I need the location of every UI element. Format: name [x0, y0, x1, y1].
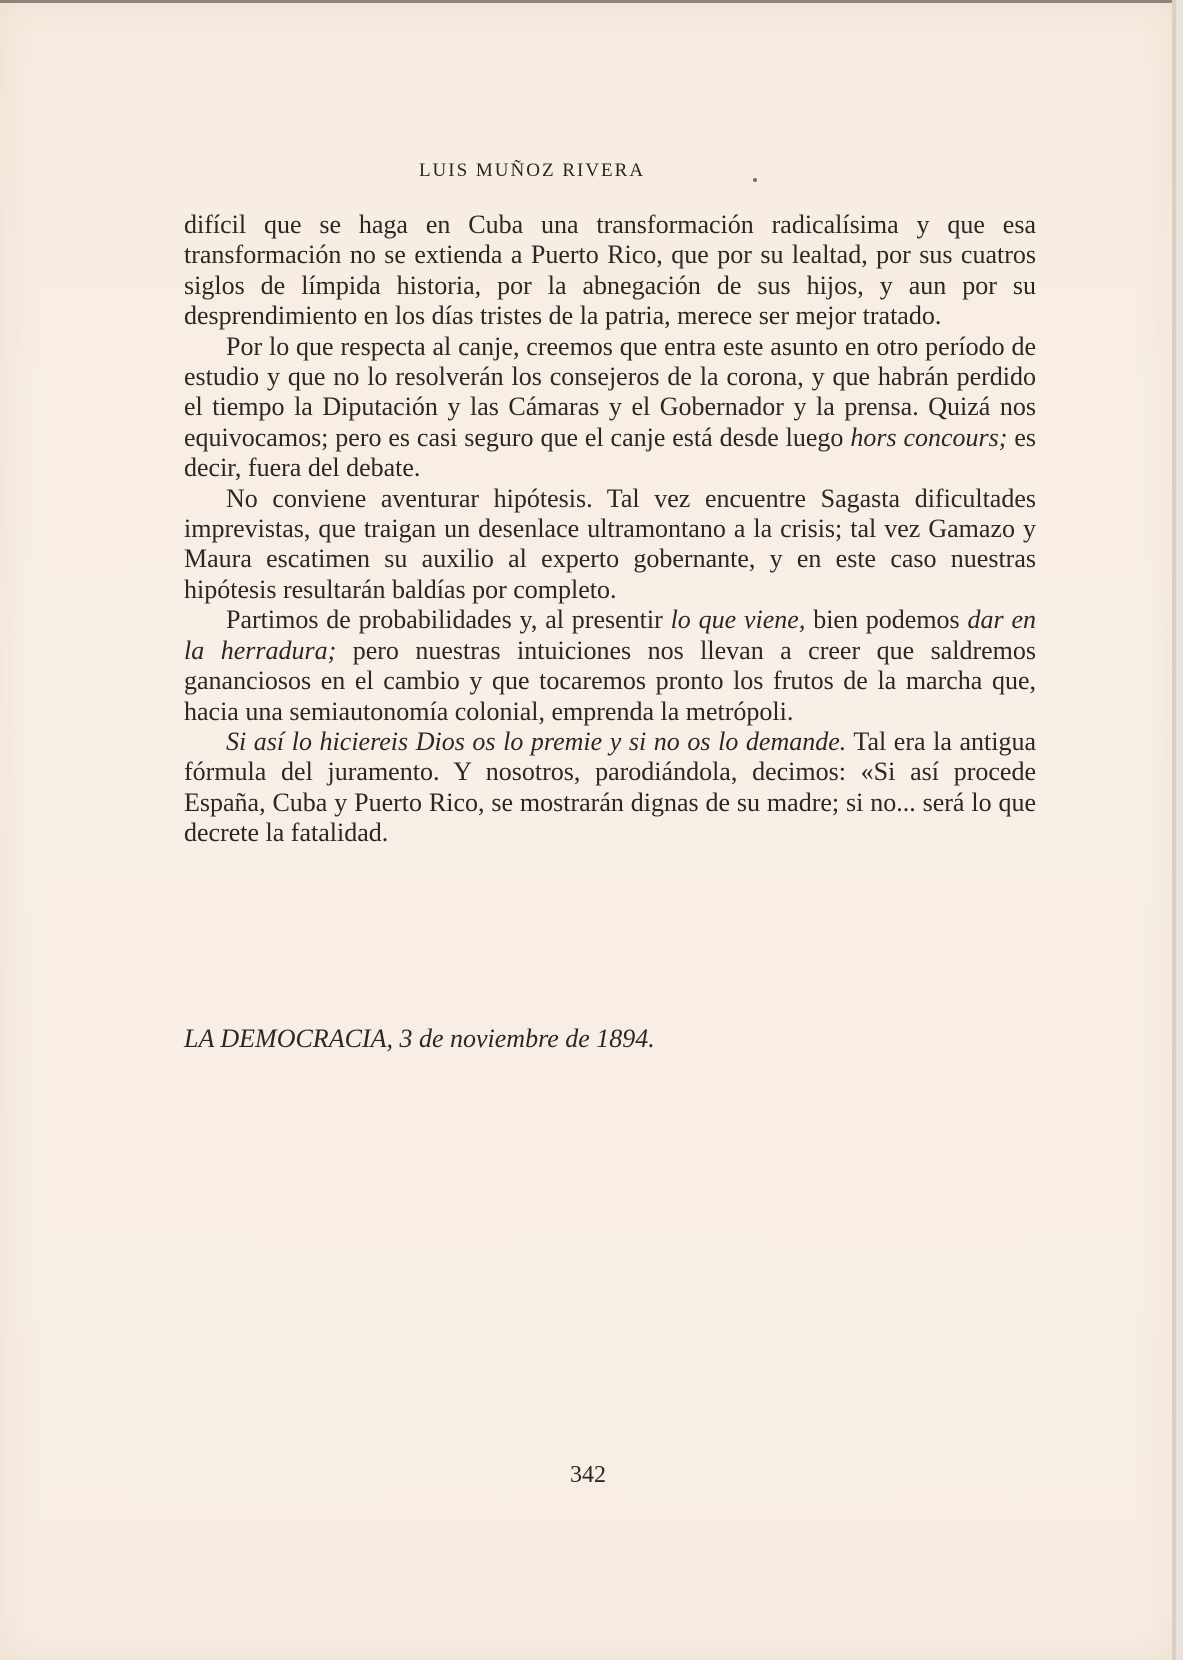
- italic-text: Si así lo hiciereis Dios os lo premie y si no os lo demande.: [226, 726, 847, 756]
- text-run: pero nuestras intuiciones nos llevan a creer que saldremos gananciosos en el cambio y que tocaremos pronto los frutos de la marcha que, hacia una semiautonomía colonial, emprenda la metrópoli.: [184, 635, 1036, 726]
- italic-text: hors concours;: [850, 422, 1008, 452]
- text-run: es decir, fuera del debate.: [184, 422, 1036, 483]
- page-number: 342: [570, 1462, 606, 1488]
- paragraph: [184, 210, 1036, 332]
- running-head: [0, 160, 1176, 182]
- paragraph: [184, 727, 1036, 849]
- paragraph: [184, 332, 1036, 484]
- running-head-text: LUIS MUÑOZ RIVERA: [418, 160, 646, 181]
- italic-text: dar en la herradura;: [184, 605, 1036, 665]
- text-run: No conviene aventurar hipótesis. Tal vez encuentre Sagasta dificultades imprevistas, que traigan un desenlace ultramontano a la crisis; tal vez Gamazo y Maura escatimen su auxilio al experto gobernante, y en este caso nuestras hipótesis resultarán baldías por completo.: [184, 483, 1036, 604]
- source-signature: LA DEMOCRACIA, 3 de noviembre de 1894.: [184, 1024, 655, 1053]
- text-run: Tal era la antigua fórmula del juramento. Y nosotros, parodiándola, decimos: «Si así procede España, Cuba y Puerto Rico, se mostrarán dignas de su madre; si no... será lo que decrete la fatalidad.: [184, 726, 1037, 848]
- top-border: [0, 0, 1176, 3]
- text-run: difícil que se haga en Cuba una transformación radicalísima y que esa transformación no se extienda a Puerto Rico, que por su lealtad, por sus cuatros siglos de límpida historia, por la abnegación de sus hijos, y aun por su desprendimiento en los días tristes de la patria, merece ser mejor tratado.: [184, 210, 1036, 331]
- page-edge: [1172, 0, 1176, 1660]
- paragraph: [184, 484, 1036, 606]
- paragraph: [184, 605, 1036, 727]
- italic-text: lo que viene,: [670, 605, 806, 635]
- text-run: Partimos de probabilidades y, al presentir: [226, 605, 671, 635]
- text-run: bien podemos: [805, 605, 968, 635]
- body-text: [184, 210, 1036, 849]
- ink-speck: [753, 178, 757, 182]
- text-run: Por lo que respecta al canje, creemos que entra este asunto en otro período de estudio y que no lo resolverán los consejeros de la corona, y que habrán perdido el tiempo la Diputación y las Cámaras y el Gobernador y la prensa. Quizá nos equivocamos; pero es casi seguro que el canje está desde luego: [184, 331, 1036, 452]
